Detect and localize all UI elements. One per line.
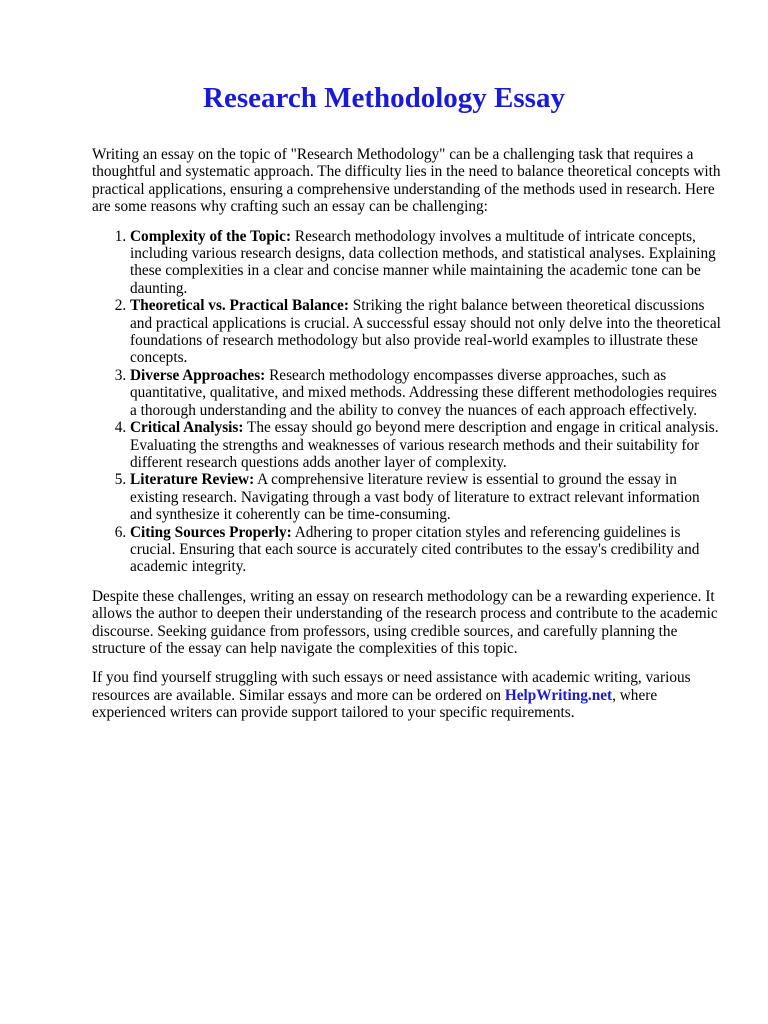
list-item-approaches [130,367,722,419]
list-item-text: Striking the right balance between theoretical discussions and practical applications is crucial. A successful essay should not only delve into the theoretical foundations of research methodology but also provide real-world examples to illustrate these concepts. [130,297,721,367]
list-item-term: Critical Analysis: [130,419,244,437]
list-item-text: Adhering to proper citation styles and referencing guidelines is crucial. Ensuring that each source is accurately cited contributes to the essay's credibility and academic integrity. [130,523,700,576]
help-text-after-link: , where experienced writers can provide support tailored to your specific requirements. [92,686,658,722]
list-item-text: Research methodology involves a multitude of intricate concepts, including various research designs, data collection methods, and statistical analyses. Explaining these complexities in a clear and concise manner while maintaining the academic tone can be daunting. [130,227,716,297]
reasons-list [92,228,722,576]
page-title: Research Methodology Essay [203,82,565,114]
list-item-term: Literature Review: [130,471,255,489]
list-item-term: Theoretical vs. Practical Balance: [130,297,349,315]
list-item-term: Complexity of the Topic: [130,227,292,245]
list-item-balance [130,297,722,367]
help-paragraph [92,669,722,721]
help-text-before-link: If you find yourself struggling with such essays or need assistance with academic writing, various resources are available. Similar essays and more can be ordered on [92,669,691,704]
list-item-complexity [130,228,722,298]
list-item-term: Citing Sources Properly: [130,523,292,541]
list-item-term: Diverse Approaches: [130,366,266,384]
intro-paragraph: Writing an essay on the topic of "Research Methodology" can be a challenging task that requires a thoughtful and systematic approach. The difficulty lies in the need to balance theoretical concepts with practical applications, ensuring a comprehensive understanding of the methods used in research. Here are some reasons why crafting such an essay can be challenging: [92,146,721,216]
helpwriting-link[interactable]: HelpWriting.net [504,686,613,704]
list-item-literature [130,471,722,523]
list-item-text: Research methodology encompasses diverse approaches, such as quantitative, qualitative, and mixed methods. Addressing these different methodologies requires a thorough understanding and the ability to convey the nuances of each approach effectively. [130,366,717,419]
list-item-citing [130,524,722,576]
list-item-analysis [130,419,722,471]
list-item-text: A comprehensive literature review is essential to ground the essay in existing research. Navigating through a vast body of literature to extract relevant information and synthesize it coherently can be time-consuming. [130,471,700,524]
list-item-text: The essay should go beyond mere description and engage in critical analysis. Evaluating the strengths and weaknesses of various research methods and their suitability for different research questions adds another layer of complexity. [130,419,719,471]
challenge-paragraph: Despite these challenges, writing an essay on research methodology can be a rewarding experience. It allows the author to deepen their understanding of the research process and contribute to the academic discourse. Seeking guidance from professors, using credible sources, and carefully planning the structure of the essay can help navigate the complexities of this topic. [92,587,718,657]
